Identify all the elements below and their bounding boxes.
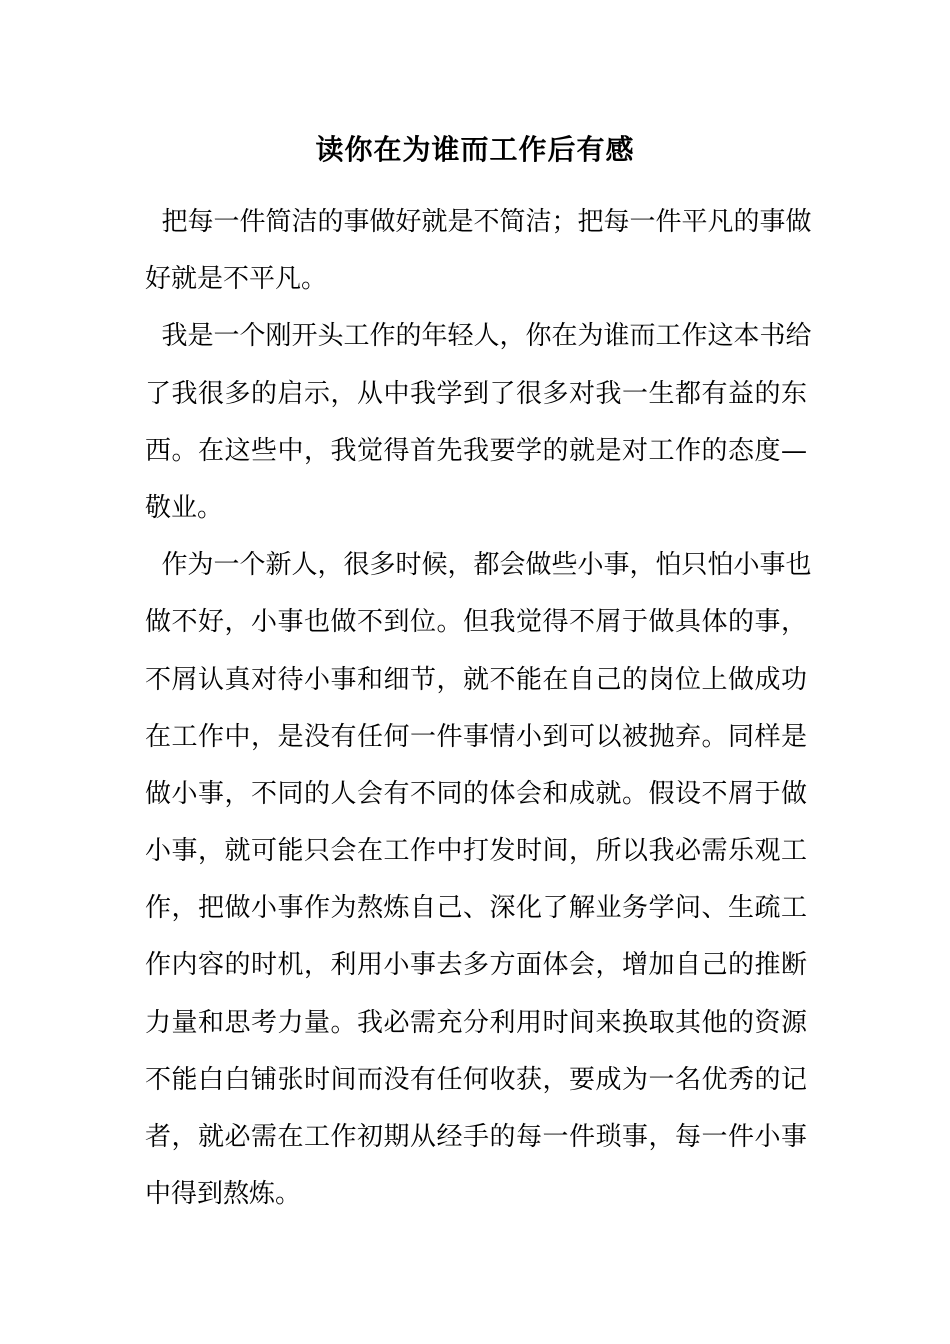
document-title: 读你在为谁而工作后有感: [315, 133, 635, 166]
paragraph-3-line-10: 不能白白铺张时间而没有任何收获，要成为一名优秀的记: [145, 1064, 807, 1095]
paragraph-3-line-4: 在工作中，是没有任何一件事情小到可以被抛弃。同样是: [145, 721, 807, 752]
document-body: [145, 200, 812, 1229]
paragraph-3-line-9: 力量和思考力量。我必需充分利用时间来换取其他的资源: [145, 1007, 807, 1038]
paragraph-3-line-3: 不屑认真对待小事和细节，就不能在自己的岗位上做成功: [145, 664, 807, 695]
paragraph-1-line-1: 把每一件简洁的事做好就是不简洁；把每一件平凡的事做: [145, 207, 812, 237]
paragraph-2-line-3: 西。在这些中，我觉得首先我要学的就是对工作的态度—: [145, 435, 807, 466]
paragraph-2-line-4: 敬业。: [145, 492, 224, 523]
paragraph-1-line-2: 好就是不平凡。: [145, 264, 328, 295]
paragraph-3-line-2: 做不好，小事也做不到位。但我觉得不屑于做具体的事，: [145, 607, 807, 638]
paragraph-3-line-11: 者，就必需在工作初期从经手的每一件琐事，每一件小事: [145, 1122, 807, 1152]
paragraph-3-line-12: 中得到熬炼。: [145, 1179, 302, 1210]
paragraph-3-line-5: 做小事，不同的人会有不同的体会和成就。假设不屑于做: [145, 778, 807, 809]
paragraph-3-line-8: 作内容的时机，利用小事去多方面体会，增加自己的推断: [145, 950, 807, 981]
paragraph-3-line-1: 作为一个新人，很多时候，都会做些小事，怕只怕小事也: [145, 550, 812, 581]
paragraph-2-line-2: 了我很多的启示，从中我学到了很多对我一生都有益的东: [145, 378, 807, 409]
paragraph-2-line-1: 我是一个刚开头工作的年轻人，你在为谁而工作这本书给: [145, 321, 812, 352]
paragraph-3-line-7: 作，把做小事作为熬炼自己、深化了解业务学问、生疏工: [145, 893, 807, 924]
paragraph-3-line-6: 小事，就可能只会在工作中打发时间，所以我必需乐观工: [145, 836, 807, 867]
